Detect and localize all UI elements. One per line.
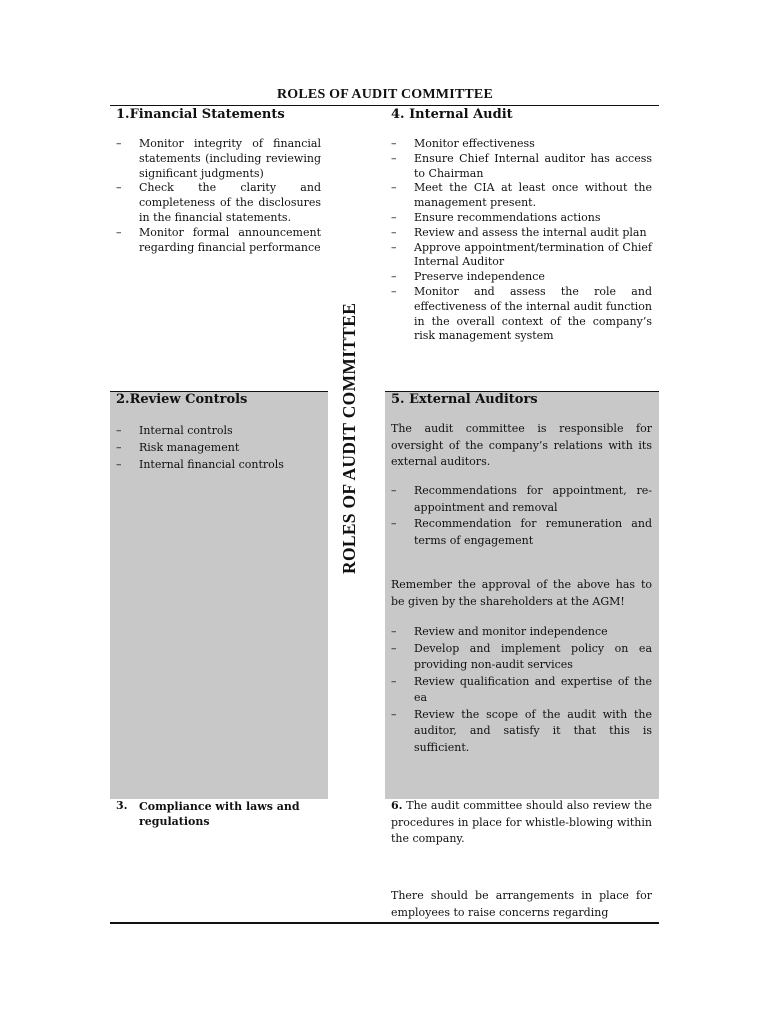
list-item: – Monitor formal announcement regarding financial performance <box>110 226 321 256</box>
external-list-b <box>385 624 652 756</box>
whistle-text: The audit committee should also review the procedures in place for whistle-blowing within the company. <box>391 799 653 845</box>
whistle-text2-wrap <box>391 888 652 921</box>
vertical-title: ROLES OF AUDIT COMMITTEE <box>339 302 359 574</box>
title-rule <box>110 105 659 106</box>
section-whistle-number: 6. <box>391 799 403 812</box>
list-item: – Recommendations for appointment, re-appointment and removal <box>385 483 652 516</box>
section-financial-list <box>110 137 321 255</box>
list-item: – Internal financial controls <box>110 456 325 473</box>
list-item: – Review and assess the internal audit plan <box>385 226 652 241</box>
list-item: – Recommendation for remuneration and terms of engagement <box>385 516 652 549</box>
external-intro: The audit committee is responsible for oversight of the company’s relations with its external auditors. <box>391 422 652 468</box>
whistle-text2: There should be arrangements in place for employees to raise concerns regarding <box>391 889 652 919</box>
list-item: – Monitor effectiveness <box>385 137 652 152</box>
list-item: – Review and monitor independence <box>385 624 652 641</box>
list-item: – Meet the CIA at least once without the management present. <box>385 181 652 211</box>
list-item: – Monitor and assess the role and effectiveness of the internal audit function in the overall context of the company’s risk management system <box>385 285 652 344</box>
section-review-controls-list <box>110 422 325 473</box>
section-compliance-number: 3. <box>116 799 128 812</box>
bottom-rule <box>110 922 659 924</box>
section-external-auditors-body <box>391 421 652 471</box>
list-item: – Ensure Chief Internal auditor has access to Chairman <box>385 152 652 182</box>
section-review-controls-heading: 2.Review Controls <box>116 392 248 407</box>
list-item: – Review the scope of the audit with the auditor, and satisfy it that this is sufficient. <box>385 707 652 757</box>
section-financial-heading: 1.Financial Statements <box>116 107 285 122</box>
list-item: – Preserve independence <box>385 270 652 285</box>
list-item: – Develop and implement policy on ea providing non-audit services <box>385 641 652 674</box>
list-item: – Ensure recommendations actions <box>385 211 652 226</box>
external-list-a <box>385 483 652 549</box>
list-item: – Risk management <box>110 439 325 456</box>
list-item: – Monitor integrity of financial statements (including reviewing significant judgments) <box>110 137 321 181</box>
section-internal-audit-heading: 4. Internal Audit <box>391 107 513 122</box>
list-item: – Review qualification and expertise of the ea <box>385 674 652 707</box>
external-note: Remember the approval of the above has to be given by the shareholders at the AGM! <box>391 578 652 608</box>
section-whistle-body <box>391 798 652 848</box>
whistle-paragraph <box>391 798 652 848</box>
external-note-wrap <box>391 577 652 610</box>
page-title: ROLES OF AUDIT COMMITTEE <box>276 87 493 102</box>
section-internal-audit-list <box>385 137 652 344</box>
list-item: – Internal controls <box>110 422 325 439</box>
list-item: – Check the clarity and completeness of the disclosures in the financial statements. <box>110 181 321 225</box>
section-compliance-heading: Compliance with laws and regulations <box>139 800 300 828</box>
list-item: – Approve appointment/termination of Chief Internal Auditor <box>385 241 652 271</box>
section-external-auditors-heading: 5. External Auditors <box>391 392 538 407</box>
